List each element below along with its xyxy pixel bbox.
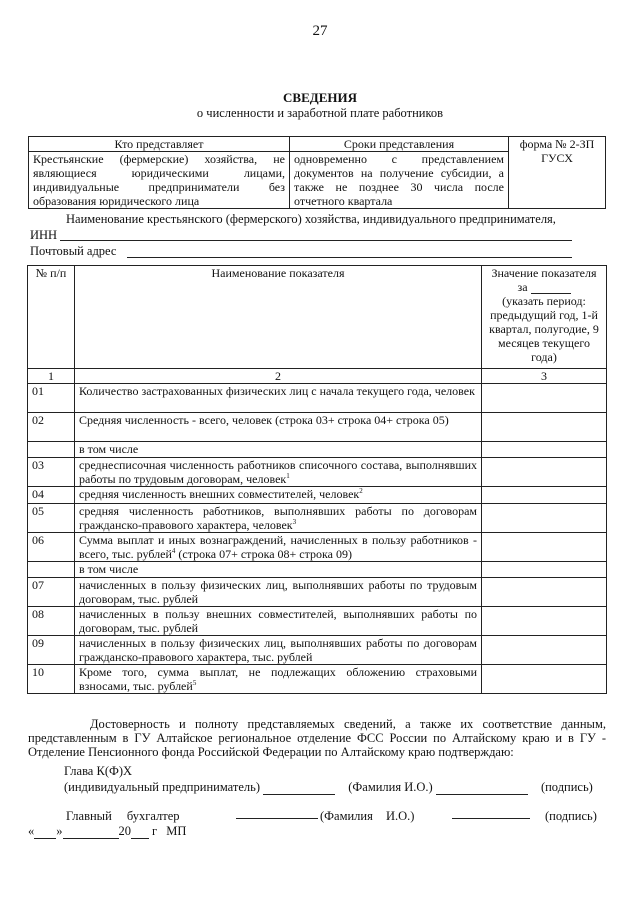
table-row — [28, 607, 607, 636]
row-value-cell[interactable] — [482, 607, 607, 636]
indicators-table — [27, 265, 607, 694]
date-row — [28, 824, 186, 839]
row-value-cell[interactable] — [482, 504, 607, 533]
row-number: 08 — [28, 607, 75, 636]
row-indicator-text: Средняя численность - всего, человек (строка 03+ строка 04+ строка 05) — [79, 413, 449, 427]
row-indicator-name — [75, 562, 482, 578]
row-indicator-name — [75, 442, 482, 458]
date-year-prefix: 20 — [118, 824, 131, 838]
row-indicator-text: в том числе — [79, 442, 139, 456]
date-year-suffix: г — [152, 824, 158, 838]
row-number: 07 — [28, 578, 75, 607]
stamp-label: МП — [166, 824, 187, 838]
document-subtitle: о численности и заработной плате работников — [196, 106, 444, 120]
date-year-line[interactable] — [131, 838, 149, 839]
header-indicator-value — [482, 266, 607, 369]
table-row — [28, 562, 607, 578]
row-indicator-name — [75, 384, 482, 413]
row-number: 10 — [28, 665, 75, 694]
row-indicator-name — [75, 504, 482, 533]
row-value-cell[interactable] — [482, 533, 607, 562]
address-field-line[interactable] — [127, 257, 572, 258]
footnote-marker: 4 — [171, 547, 176, 555]
row-value-cell[interactable] — [482, 413, 607, 442]
table-row — [28, 533, 607, 562]
who-header: Кто представляет — [29, 137, 290, 152]
row-number: 05 — [28, 504, 75, 533]
date-day-line[interactable] — [34, 838, 56, 839]
head-fio-label: (Фамилия И.О.) — [348, 780, 433, 794]
row-number: 01 — [28, 384, 75, 413]
row-indicator-name — [75, 458, 482, 487]
table-row — [28, 487, 607, 504]
row-indicator-text: в том числе — [79, 562, 139, 576]
row-number: 02 — [28, 413, 75, 442]
row-indicator-text: среднесписочная численность работников списочного состава, выполнявших работы по трудовым договорам, человек — [79, 458, 477, 486]
date-quote-open: « — [28, 824, 35, 838]
head-sign-label: (подпись) — [540, 780, 593, 794]
header-value-title: Значение показателя — [491, 266, 597, 280]
col-index-1: 1 — [28, 369, 75, 384]
accountant-fio-line[interactable] — [452, 818, 530, 819]
confirmation-text: Достоверность и полноту представляемых сведений, а также их соответствие данным, представленным в ГУ Алтайское региональное отделение ФСС России по Алтайскому краю и в ГУ - Отделение Пенсионного фонда Российской Федерации по Алтайскому краю подтверждаю: — [28, 717, 606, 759]
row-number — [28, 442, 75, 458]
row-number — [28, 562, 75, 578]
table-row — [28, 636, 607, 665]
date-month-line[interactable] — [63, 838, 119, 839]
row-value-cell[interactable] — [482, 458, 607, 487]
table-row — [28, 665, 607, 694]
row-indicator-text: Кроме того, сумма выплат, не подлежащих обложению страховыми взносами, тыс. рублей — [79, 665, 477, 693]
submission-info-table — [28, 136, 606, 209]
inn-label: ИНН — [30, 228, 58, 242]
row-indicator-text: средняя численность внешних совместителей, человек — [79, 487, 360, 501]
row-indicator-name — [75, 636, 482, 665]
row-indicator-text: Количество застрахованных физических лиц с начала текущего года, человек — [79, 384, 475, 398]
row-indicator-text: начисленных в пользу физических лиц, выполнявших работы по договорам гражданско-правового характера, тыс. рублей — [79, 636, 477, 664]
inn-field-line[interactable] — [60, 240, 572, 241]
header-value-note: (указать период: предыдущий год, 1-й квартал, полугодие, 9 месяцев текущего года) — [489, 294, 599, 364]
header-indicator-name: Наименование показателя — [75, 266, 482, 369]
row-indicator-name — [75, 607, 482, 636]
when-header: Сроки представления — [290, 137, 509, 152]
row-number: 04 — [28, 487, 75, 504]
document-title: СВЕДЕНИЯ — [283, 90, 357, 105]
row-indicator-text: средняя численность работников, выполнявших работы по договорам гражданско-правового характера, человек — [79, 504, 477, 532]
who-text: Крестьянские (фермерские) хозяйства, не являющиеся юридическими лицами, индивидуальные предприниматели без образования юридического лица — [29, 152, 290, 209]
when-text: одновременно с представлением документов на получение субсидии, а также не позднее 30 числа после отчетного квартала — [290, 152, 509, 209]
header-number: № п/п — [28, 266, 75, 369]
row-value-cell[interactable] — [482, 665, 607, 694]
row-indicator-text: начисленных в пользу внешних совместителей, выполнявших работы по договорам, тыс. рублей — [79, 607, 477, 635]
row-value-cell[interactable] — [482, 578, 607, 607]
row-value-cell[interactable] — [482, 636, 607, 665]
row-indicator-name — [75, 578, 482, 607]
row-value-cell[interactable] — [482, 562, 607, 578]
row-indicator-name — [75, 665, 482, 694]
form-number: форма № 2-ЗП ГУСХ — [509, 137, 606, 209]
address-label: Почтовый адрес — [30, 244, 117, 258]
row-value-cell[interactable] — [482, 384, 607, 413]
accountant-sign-label: (подпись) — [545, 809, 597, 823]
row-number: 03 — [28, 458, 75, 487]
accountant-fio-label: (Фамилия И.О.) — [320, 809, 415, 823]
row-indicator-name — [75, 533, 482, 562]
row-indicator-name — [75, 487, 482, 504]
row-number: 06 — [28, 533, 75, 562]
row-indicator-text: начисленных в пользу физических лиц, выполнявших работы по трудовым договорам, тыс. рублей — [79, 578, 477, 606]
row-indicator-text: Сумма выплат и иных вознаграждений, начисленных в пользу работников - всего, тыс. рублей — [79, 533, 477, 561]
footnote-marker: 5 — [192, 679, 197, 687]
row-number: 09 — [28, 636, 75, 665]
footnote-marker: 2 — [359, 487, 363, 495]
header-value-for: за — [517, 280, 528, 294]
table-row — [28, 384, 607, 413]
row-indicator-tail: (строка 07+ строка 08+ строка 09) — [175, 547, 352, 561]
table-row — [28, 504, 607, 533]
accountant-label: Главный бухгалтер — [66, 809, 180, 823]
accountant-sign-line[interactable] — [236, 818, 318, 819]
footnote-marker: 3 — [292, 518, 297, 526]
head-fio-line[interactable] — [436, 794, 528, 795]
row-value-cell[interactable] — [482, 442, 607, 458]
page-number: 27 — [312, 23, 328, 39]
table-row — [28, 442, 607, 458]
head-signature-row — [64, 780, 593, 795]
head-sign-line[interactable] — [263, 794, 335, 795]
table-row — [28, 413, 607, 442]
head-sub-label: (индивидуальный предприниматель) — [64, 780, 260, 794]
table-row — [28, 458, 607, 487]
row-value-cell[interactable] — [482, 487, 607, 504]
col-index-3: 3 — [482, 369, 607, 384]
table-row — [28, 578, 607, 607]
entity-name-label: Наименование крестьянского (фермерского) хозяйства, индивидуального предпринимателя, — [66, 212, 556, 226]
footnote-marker: 1 — [286, 472, 290, 480]
row-indicator-name — [75, 413, 482, 442]
head-label: Глава К(Ф)Х — [64, 764, 133, 778]
date-quote-close: » — [56, 824, 63, 838]
col-index-2: 2 — [75, 369, 482, 384]
